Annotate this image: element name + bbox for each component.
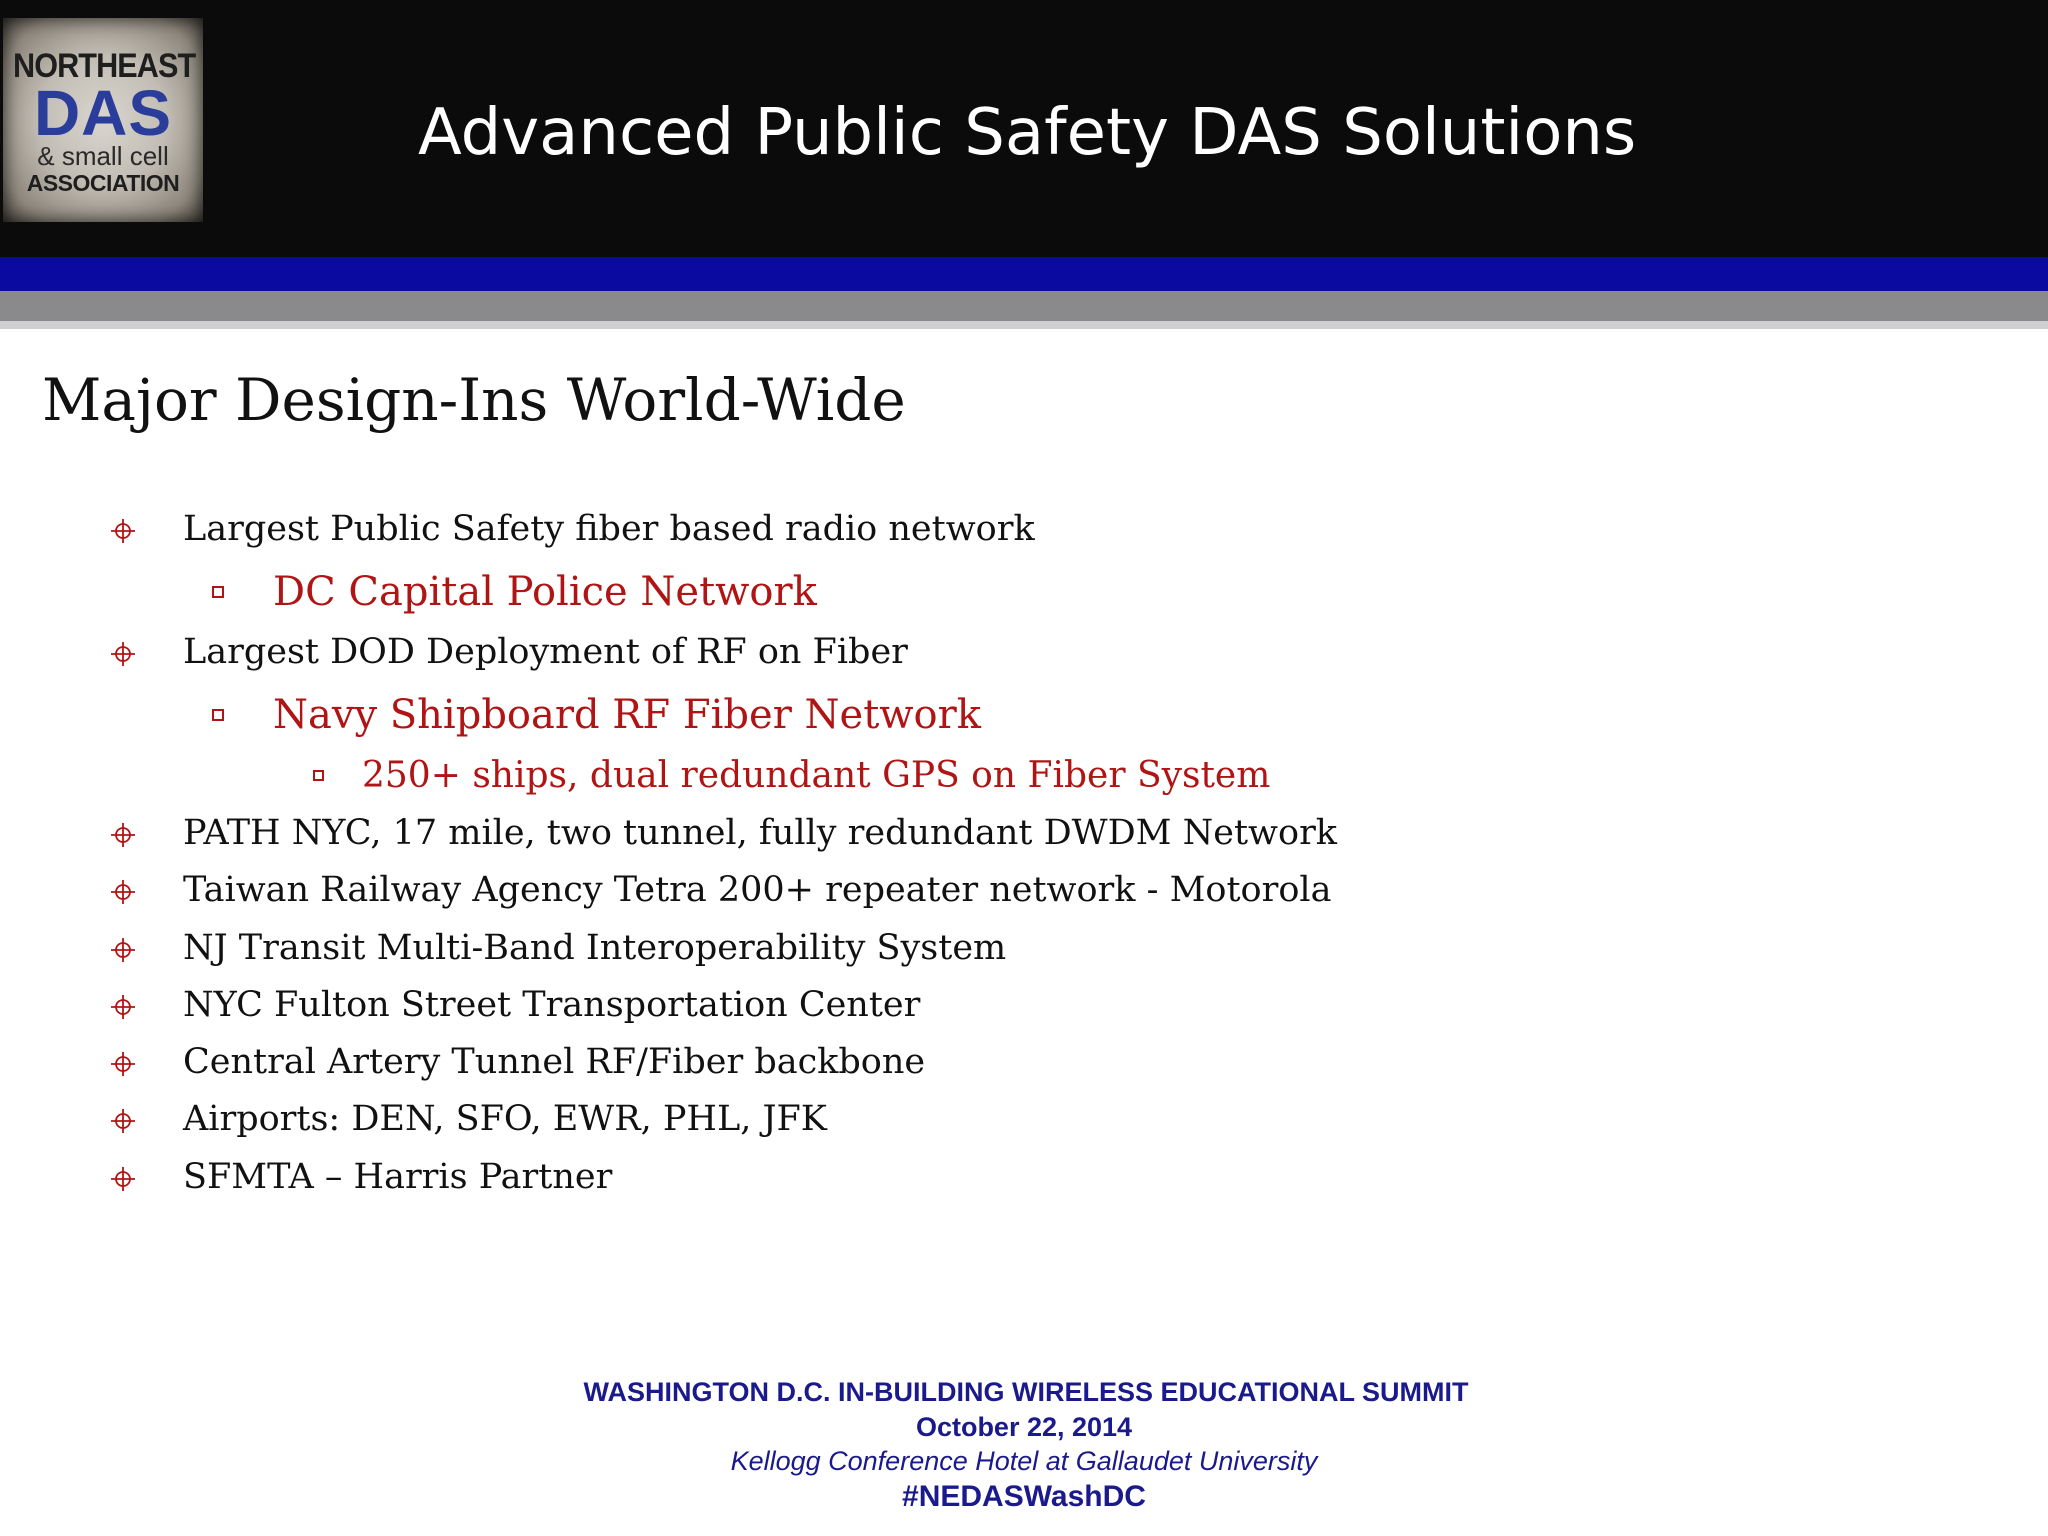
square-bullet-icon — [313, 770, 324, 781]
footer — [0, 1374, 2048, 1516]
crosshair-icon — [110, 518, 136, 544]
header-bar — [0, 0, 2048, 257]
crosshair-icon — [110, 879, 136, 905]
list-item-text: Airports: DEN, SFO, EWR, PHL, JFK — [183, 1099, 827, 1139]
list-item-text: Taiwan Railway Agency Tetra 200+ repeater network - Motorola — [183, 870, 1332, 910]
crosshair-icon — [110, 1166, 136, 1192]
list-item-text: SFMTA – Harris Partner — [183, 1157, 613, 1197]
light-divider-band — [0, 321, 2048, 329]
list-item-text: NYC Fulton Street Transportation Center — [183, 985, 921, 1025]
crosshair-icon — [110, 1051, 136, 1077]
list-item-text: Central Artery Tunnel RF/Fiber backbone — [183, 1042, 926, 1082]
square-bullet-icon — [212, 709, 224, 721]
list-item-text: 250+ ships, dual redundant GPS on Fiber System — [362, 755, 1271, 796]
list-item-text: DC Capital Police Network — [273, 569, 817, 615]
list-item-text: Navy Shipboard RF Fiber Network — [273, 692, 981, 738]
list-item-text: NJ Transit Multi-Band Interoperability System — [183, 928, 1007, 968]
crosshair-icon — [110, 994, 136, 1020]
logo-line-1: NORTHEAST — [13, 47, 196, 85]
logo-line-3: & small cell — [37, 141, 169, 171]
footer-hashtag: #NEDASWashDC — [902, 1480, 1146, 1513]
section-heading: Major Design-Ins World-Wide — [42, 366, 906, 434]
crosshair-icon — [110, 641, 136, 667]
northeast-das-logo — [3, 18, 203, 222]
list-item-text: Largest DOD Deployment of RF on Fiber — [183, 632, 908, 672]
footer-event-name: WASHINGTON D.C. IN-BUILDING WIRELESS EDUCATIONAL SUMMIT — [583, 1377, 1469, 1407]
crosshair-icon — [110, 937, 136, 963]
list-item-text: PATH NYC, 17 mile, two tunnel, fully redundant DWDM Network — [183, 813, 1338, 853]
logo-line-2: DAS — [33, 77, 173, 149]
footer-venue: Kellogg Conference Hotel at Gallaudet University — [730, 1446, 1318, 1476]
list-item-text: Largest Public Safety fiber based radio network — [183, 509, 1035, 549]
logo-line-4: ASSOCIATION — [26, 170, 180, 196]
gray-divider-band — [0, 291, 2048, 321]
crosshair-icon — [110, 1108, 136, 1134]
blue-divider-band — [0, 257, 2048, 291]
slide-title: Advanced Public Safety DAS Solutions — [418, 96, 1637, 170]
footer-date: October 22, 2014 — [915, 1412, 1133, 1442]
crosshair-icon — [110, 822, 136, 848]
square-bullet-icon — [212, 586, 224, 598]
